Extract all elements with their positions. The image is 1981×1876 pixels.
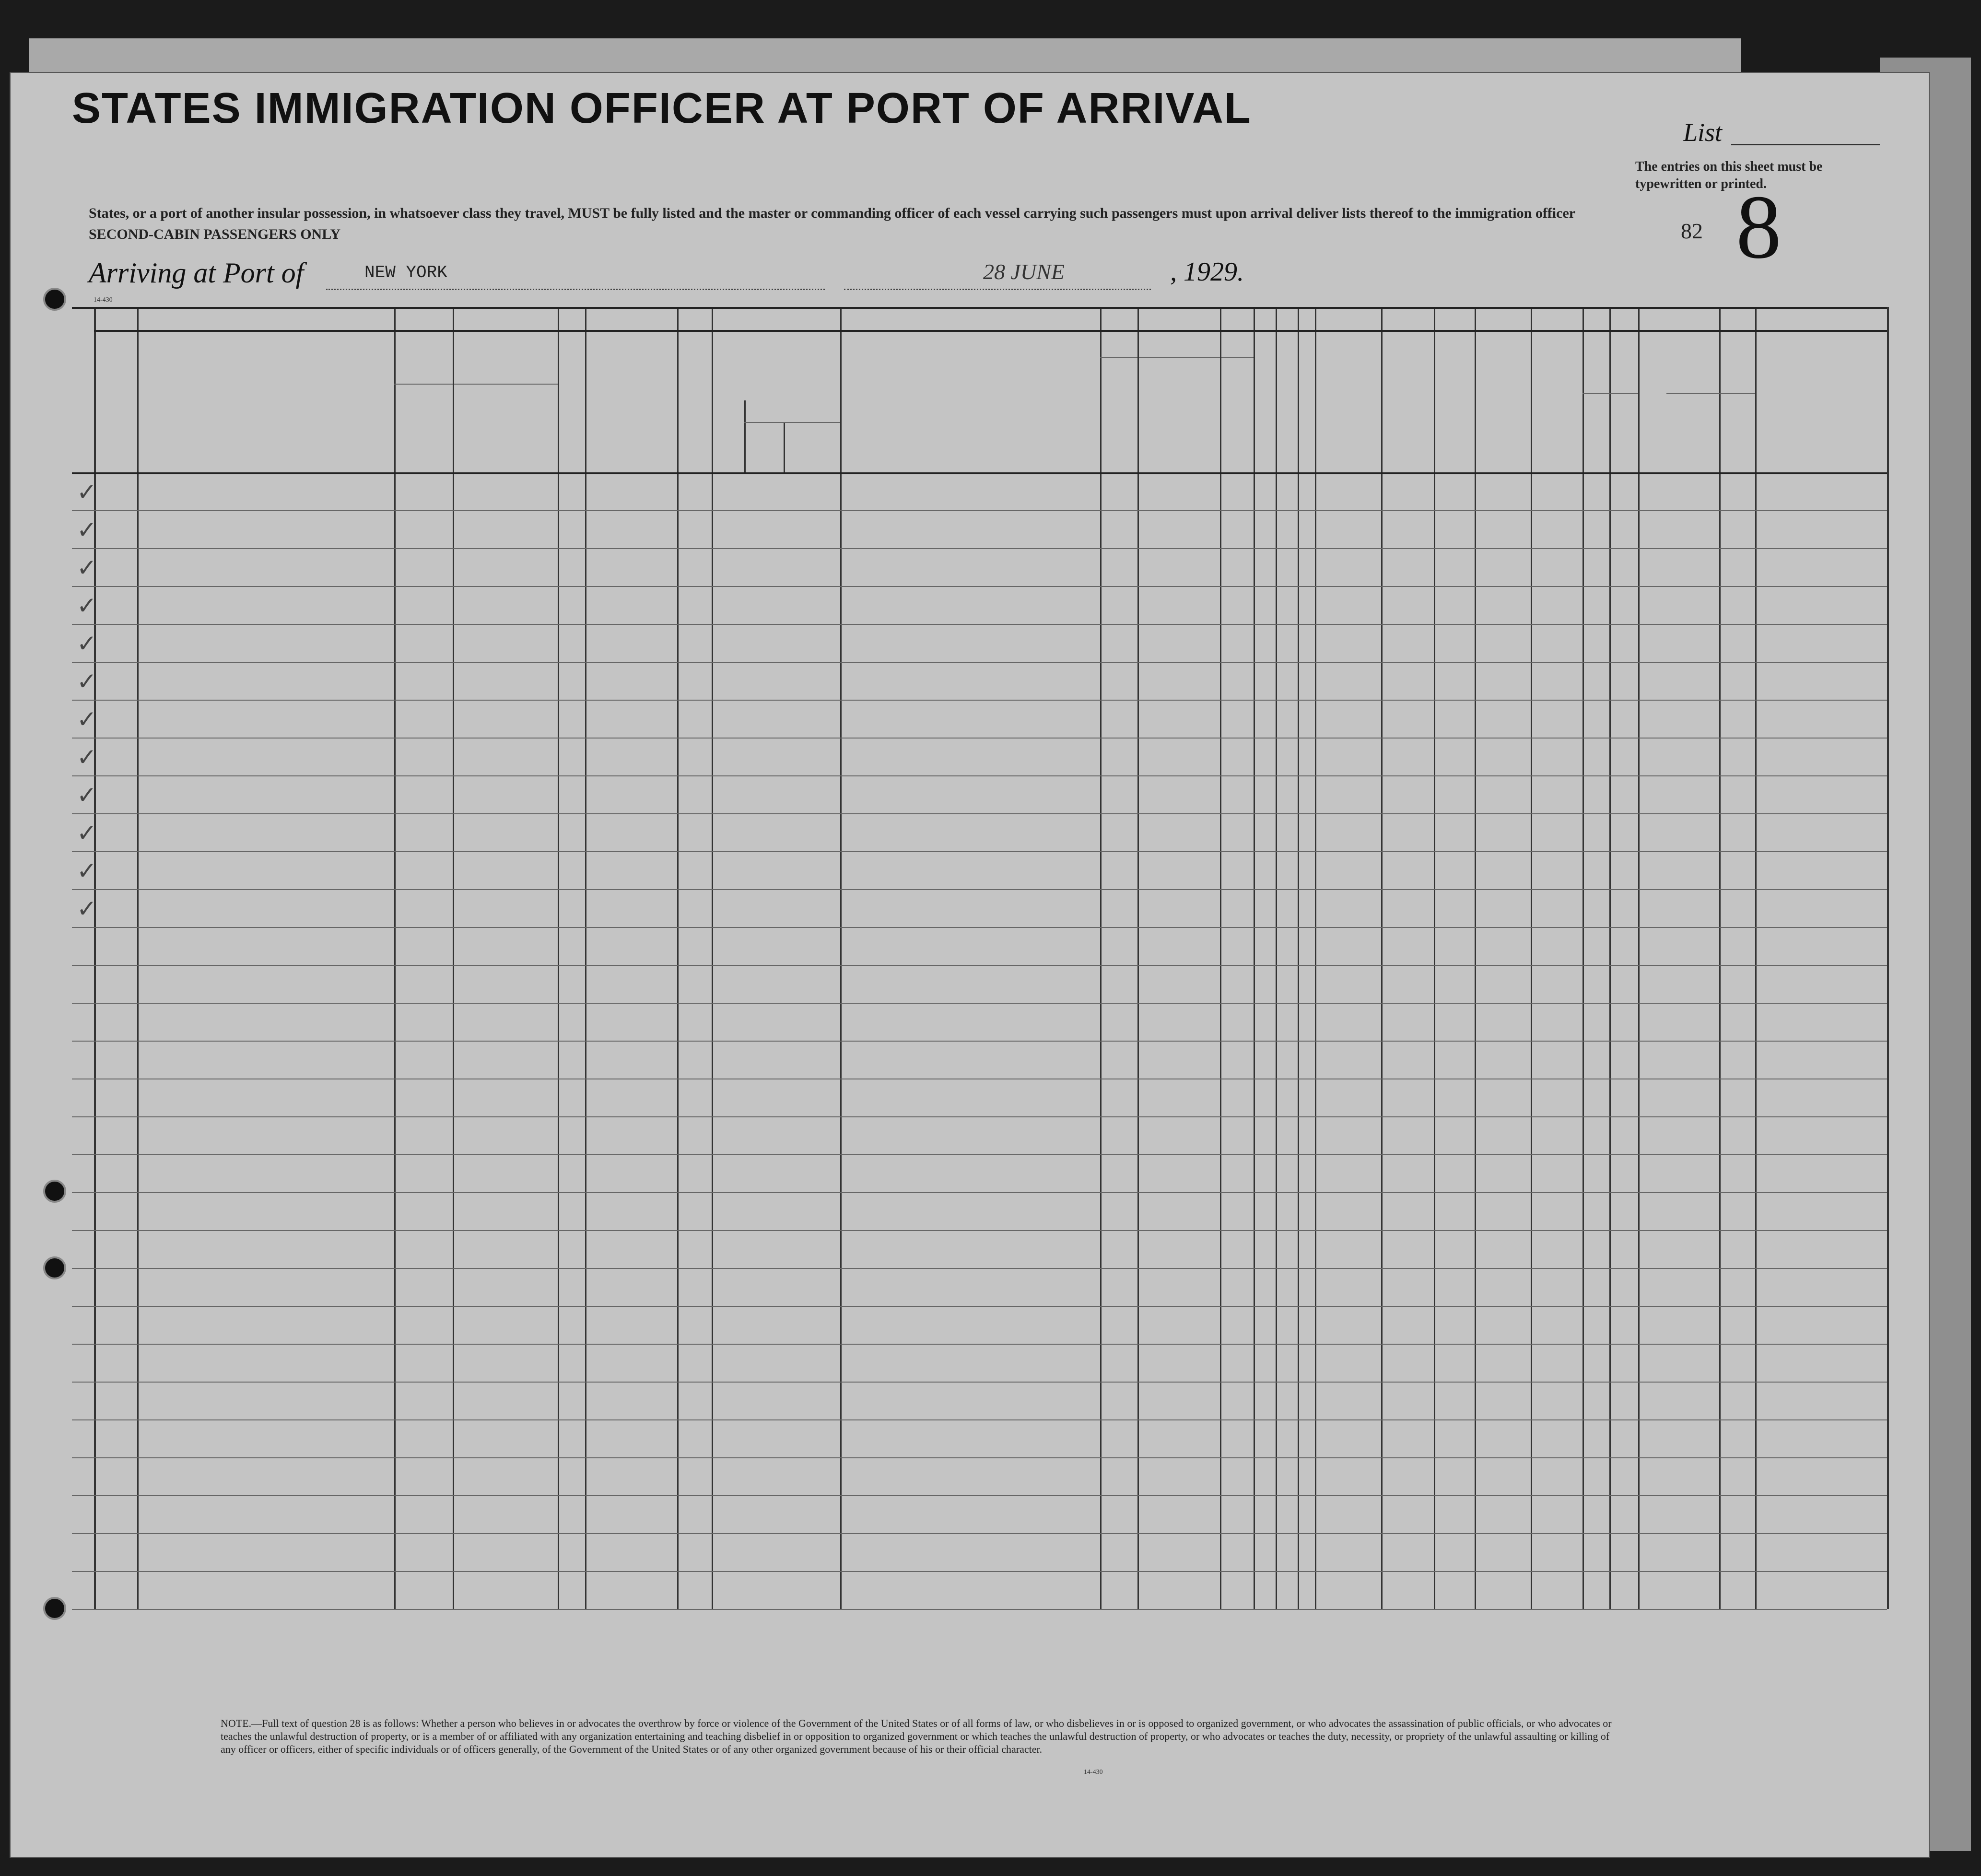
column-header: [1139, 360, 1218, 470]
column-header: [1317, 336, 1379, 470]
row-rule: [72, 889, 1887, 890]
port-underline: [326, 289, 825, 290]
column-divider: [1100, 307, 1102, 1609]
column-divider: [1755, 307, 1757, 1609]
header-subdivider: [744, 400, 746, 472]
arrival-date: 28 JUNE: [983, 259, 1065, 284]
row-rule: [72, 775, 1887, 776]
punch-hole: [43, 288, 66, 311]
column-divider: [712, 307, 713, 1609]
column-divider: [1638, 307, 1640, 1609]
row-rule: [72, 510, 1887, 511]
column-divider: [1475, 307, 1476, 1609]
row-rule: [72, 548, 1887, 549]
tally-check: ✓: [77, 478, 97, 506]
column-divider: [1137, 307, 1139, 1609]
column-number-rule: [94, 330, 1887, 332]
column-header: [1611, 432, 1636, 465]
tally-check: ✓: [77, 705, 97, 733]
row-rule: [72, 624, 1887, 625]
page-title: STATES IMMIGRATION OFFICER AT PORT OF ARRIVAL: [72, 84, 1252, 132]
column-header: [1278, 336, 1296, 470]
column-divider: [840, 307, 842, 1609]
tally-check: ✓: [77, 668, 97, 695]
row-rule: [72, 1609, 1887, 1610]
column-divider: [1887, 307, 1889, 1609]
list-label: List: [1683, 118, 1723, 147]
row-rule: [72, 738, 1887, 739]
header-subrule: [1582, 393, 1638, 394]
form-code: 14-430: [94, 296, 113, 304]
column-header: [1222, 360, 1252, 470]
form-code-bottom: 14-430: [1084, 1769, 1103, 1776]
row-rule: [72, 1041, 1887, 1042]
row-rule: [72, 1495, 1887, 1496]
column-divider: [1609, 307, 1611, 1609]
arrival-port: NEW YORK: [364, 263, 447, 282]
header-class-note: SECOND-CABIN PASSENGERS ONLY: [89, 226, 341, 242]
page-number: 82: [1681, 219, 1703, 243]
tally-check: ✓: [77, 819, 97, 847]
row-rule: [72, 1268, 1887, 1269]
tally-check: ✓: [77, 516, 97, 544]
row-rule: [72, 1230, 1887, 1231]
column-divider: [1315, 307, 1316, 1609]
column-header: [1300, 336, 1313, 470]
header-subrule: [1100, 357, 1254, 358]
header-subdivider: [784, 422, 785, 472]
column-divider: [1582, 307, 1584, 1609]
row-rule: [72, 1533, 1887, 1534]
column-divider: [1531, 307, 1532, 1609]
row-rule: [72, 1116, 1887, 1117]
column-divider: [394, 307, 396, 1609]
column-header: [679, 336, 710, 470]
column-divider: [585, 307, 586, 1609]
row-rule: [72, 927, 1887, 928]
column-divider: [1434, 307, 1435, 1609]
column-header: [1436, 336, 1473, 470]
row-rule: [72, 851, 1887, 852]
row-rule: [72, 586, 1887, 587]
tally-check: ✓: [77, 781, 97, 809]
row-rule: [72, 813, 1887, 814]
row-rule: [72, 1344, 1887, 1345]
tally-check: ✓: [77, 857, 97, 885]
column-divider: [1254, 307, 1255, 1609]
column-divider: [558, 307, 559, 1609]
date-underline: [844, 289, 1151, 290]
header-subrule: [744, 422, 840, 423]
row-rule: [72, 965, 1887, 966]
table-top-rule: [72, 307, 1887, 309]
tally-check: ✓: [77, 743, 97, 771]
header-bottom-rule: [72, 472, 1887, 474]
row-rule: [72, 1306, 1887, 1307]
column-divider: [1298, 307, 1299, 1609]
header-subrule: [394, 384, 558, 385]
arrival-year: , 1929.: [1170, 257, 1244, 287]
row-rule: [72, 1571, 1887, 1572]
row-rule: [72, 1457, 1887, 1458]
header-subdivider: [1137, 357, 1139, 472]
column-divider: [677, 307, 679, 1609]
row-rule: [72, 1419, 1887, 1420]
row-rule: [72, 662, 1887, 663]
tally-check: ✓: [77, 895, 97, 923]
punch-hole: [43, 1180, 66, 1203]
header-subdivider: [453, 384, 454, 472]
column-divider: [453, 307, 454, 1609]
column-header: [560, 336, 583, 470]
tally-check: ✓: [77, 630, 97, 657]
column-divider: [1381, 307, 1383, 1609]
column-header: [1584, 432, 1607, 465]
row-rule: [72, 1154, 1887, 1155]
column-divider: [1220, 307, 1221, 1609]
list-underline: [1731, 144, 1880, 145]
row-rule: [72, 1003, 1887, 1004]
punch-hole: [43, 1597, 66, 1620]
column-header: [1383, 336, 1432, 470]
header-subdivider: [1220, 357, 1221, 472]
back-sheet-top: [29, 38, 1741, 72]
punch-hole: [43, 1256, 66, 1279]
footnote: NOTE.—Full text of question 28 is as follows: Whether a person who believes in or advocates the overthrow by force or violence of the Government of the United States or of all forms of law, or who disbelieves in or is opposed to organized government, or who advocates the assassination of public officials, or who advocates or teaches the unlawful destruction of property, or is a member of or affiliated with any organization entertaining and teaching disbelief in or opposition to organized government or which teaches the unlawful destruction of property, or who advocates or teaches the duty, necessity, or propriety of the unlawful assaulting or killing of any officer or officers, either of specific individuals or of officers generally, of the Government of the United States or of any other organized government because of his or their official character.: [221, 1717, 1612, 1755]
column-header: [1255, 336, 1274, 470]
row-rule: [72, 1192, 1887, 1193]
arriving-label: Arriving at Port of: [89, 257, 304, 289]
column-divider: [1719, 307, 1721, 1609]
tally-check: ✓: [77, 592, 97, 620]
row-rule: [72, 700, 1887, 701]
list-note: The entries on this sheet must be typewritten or printed.: [1635, 159, 1823, 191]
tally-check: ✓: [77, 554, 97, 582]
column-divider: [137, 307, 139, 1609]
header-subrule: [1666, 393, 1755, 394]
page-number-handwritten: 8: [1736, 177, 1782, 278]
row-rule: [72, 1382, 1887, 1383]
header-instructions: States, or a port of another insular possession, in whatsoever class they travel, MUST be fully listed and the master or commanding officer of each vessel carrying such passengers must upon arrival deliver lists thereof to the immigration officer: [89, 205, 1576, 221]
column-divider: [1276, 307, 1277, 1609]
column-header: [1102, 360, 1136, 470]
